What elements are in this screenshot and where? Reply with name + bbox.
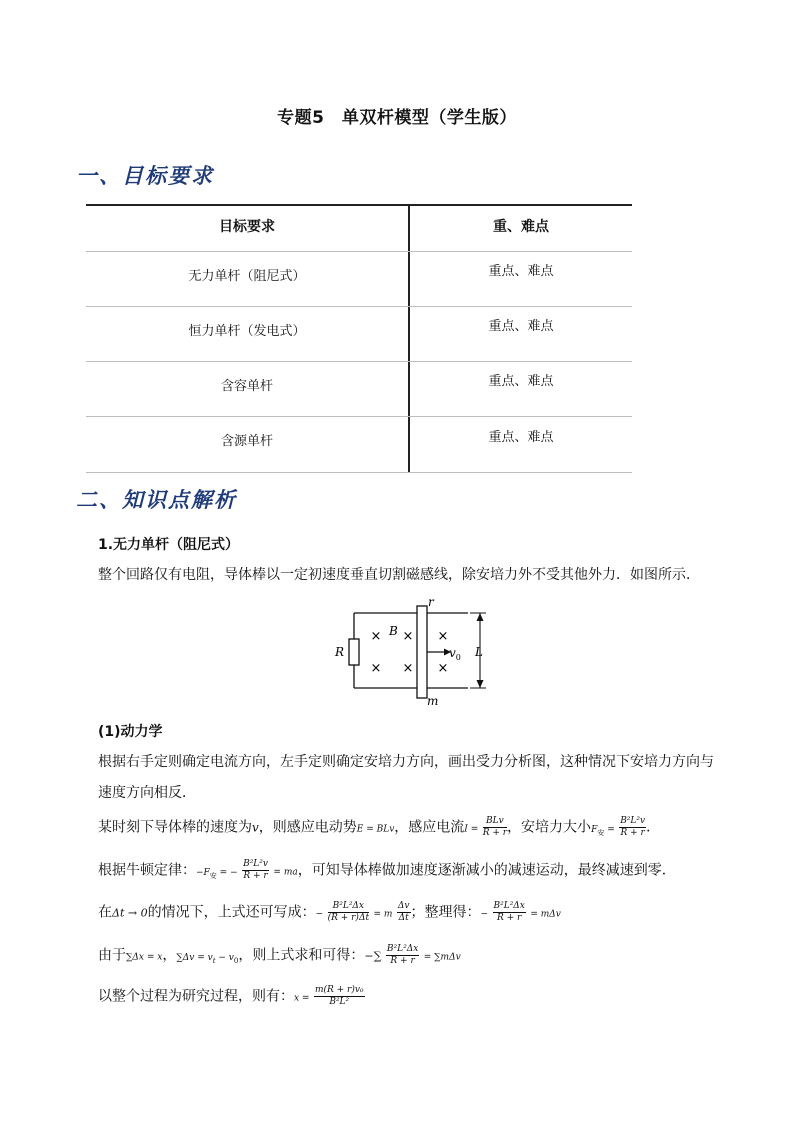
formula-fraction [397,901,411,924]
formula-force-fraction [619,816,646,839]
formula-rhs: = mΔv [530,909,561,920]
magnetic-field-cross: × [437,661,449,676]
formula-sign: −∑ [364,949,382,963]
intro-paragraph: 整个回路仅有电阻，导体棒以一定初速度垂直切割磁感线，除安培力外不受其他外力．如图所示． [98,567,700,583]
formula-fraction [328,901,369,924]
numerator: Δv [397,901,410,911]
formula-sign: − [315,909,324,920]
denominator: R + r [497,913,522,923]
denominator: R + r [620,828,645,838]
symbol: = − [219,867,238,878]
formula-current-fraction [483,816,507,839]
label-r: r [428,595,434,609]
goals-table [86,204,632,473]
length-arrowhead-bottom [477,680,484,688]
numerator: B²L²Δx [493,901,525,911]
table-cell-goal: 含源单杆 [220,434,273,449]
text: 由于 [98,947,126,964]
text: ；整理得： [410,904,481,921]
table-header-goal: 目标要求 [219,219,275,235]
paragraph-line: 根据右手定则确定电流方向，左手定则确定安培力方向，画出受力分析图，这种情况下安培力方向与 [98,754,714,770]
numerator: B²L²Δx [386,944,419,954]
formula-equals-m: = m [373,909,393,920]
paragraph-differential-form [98,901,561,925]
table-header-difficulty: 重、难点 [493,219,549,235]
magnetic-field-cross: × [402,661,414,676]
numerator: B²L²Δx [328,901,369,913]
formula-fraction [314,985,365,1008]
formula-force-lhs [591,825,615,835]
conducting-rod [417,606,427,698]
section-heading-knowledge: 二、知识点解析 [76,487,237,512]
table-row-divider [86,416,632,417]
formula-sign: − [480,909,489,920]
symbol: F [591,824,598,835]
formula-lhs: x = [294,993,310,1004]
formula-current-lhs: I = [464,824,479,835]
math-v: v [252,820,259,835]
table-cell-difficulty: 重点、难点 [488,430,554,445]
symbol: −F [196,867,210,878]
table-cell-difficulty: 重点、难点 [488,319,554,334]
table-cell-difficulty: 重点、难点 [488,374,554,389]
numerator: BLv [483,816,507,828]
formula-condition: Δt → 0 [112,906,148,920]
text: 的情况下，上式还可写成： [147,904,316,921]
magnetic-field-cross: × [402,629,414,644]
text: 在 [98,904,112,921]
text: ，则感应电动势 [258,819,357,836]
numerator: B²L²v [243,859,268,869]
denominator: R + r [390,956,415,966]
denominator: Δt [398,913,409,923]
magnetic-field-cross: × [437,629,449,644]
paragraph-summation [98,944,461,970]
numerator: B²L²v [620,816,646,826]
symbol: = [607,824,615,835]
formula-fraction [493,901,526,924]
text: 根据牛顿定律： [98,862,196,879]
label-m: m [427,694,439,708]
formula-lhs [196,868,238,878]
table-row-divider [86,361,632,362]
subscript: 安 [209,871,217,880]
text: ， [162,947,177,964]
resistor-symbol [349,639,359,665]
text: 某时刻下导体棒的速度为 [98,819,252,836]
paragraph-displacement [98,985,365,1009]
label-R: R [335,645,345,659]
paragraph-newton-law [98,859,676,885]
subsection-title: 1.无力单杆（阻尼式） [98,537,240,553]
symbol: ∑Δv = v [176,952,213,963]
section-heading-goals: 一、目标要求 [76,163,214,188]
denominator: R + r [482,828,508,838]
circuit-diagram [328,595,498,710]
subscript: 安 [597,828,605,837]
table-row-divider [86,306,632,307]
text: ，安培力大小 [507,819,592,836]
subscript: t [212,956,216,965]
text: ，则上式求和可得： [238,947,365,964]
formula-rhs: = ma [273,867,298,878]
formula-sum-v [176,953,238,963]
denominator: R + r [243,871,268,881]
table-cell-goal: 恒力单杆（发电式） [188,324,306,339]
numerator: m(R + r)v₀ [314,985,364,995]
formula-fraction [242,859,269,882]
label-L: L [475,645,483,659]
denominator: (R + r)Δt [327,913,370,923]
paragraph-ampere-force [98,816,660,842]
table-bottom-rule [86,472,632,473]
table-top-rule [86,204,632,206]
symbol: − v [215,952,234,963]
text: 以整个过程为研究过程，则有： [98,988,294,1005]
magnetic-field-cross: × [370,629,382,644]
formula-fraction [386,944,419,967]
page-title: 专题5 单双杆模型（学生版） [277,108,517,128]
subsection-title: (1)动力学 [98,724,163,740]
subscript: 0 [233,956,239,965]
paragraph-line: 速度方向相反． [98,785,196,801]
table-cell-goal: 含容单杆 [220,379,273,394]
text: ，感应电流 [394,819,465,836]
label-v0: $v_0$ [449,646,461,662]
table-cell-goal: 无力单杆（阻尼式） [188,269,306,284]
denominator: B²L² [329,997,350,1007]
formula-rhs: = ∑mΔv [423,952,461,963]
table-cell-difficulty: 重点、难点 [488,264,554,279]
formula-emf: E = BLv [356,824,395,835]
table-row-divider [86,251,632,252]
text: ，可知导体棒做加速度逐渐减小的减速运动，最终减速到零． [297,862,676,879]
text: ． [646,819,661,836]
magnetic-field-cross: × [370,661,382,676]
length-arrowhead-top [477,613,484,621]
label-B: B [389,624,398,638]
formula-sum-x: ∑Δx = x [126,952,163,963]
